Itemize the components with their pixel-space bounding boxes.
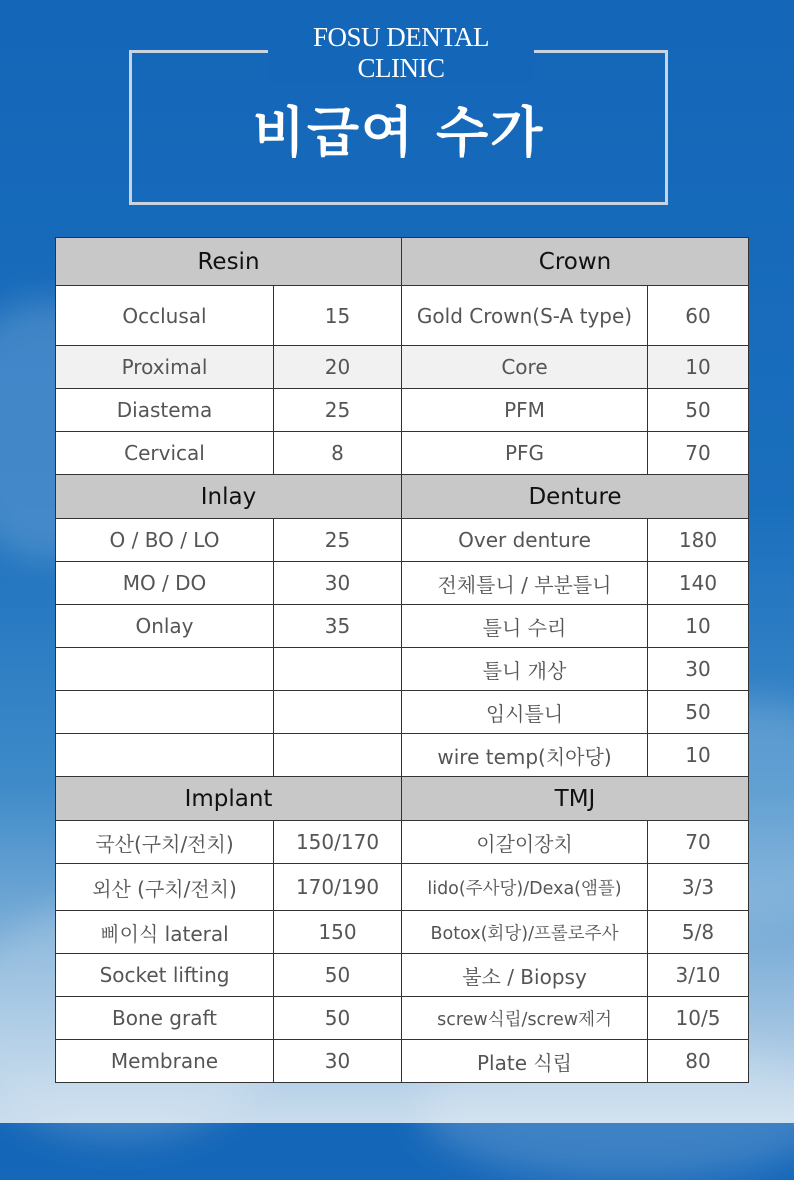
section-header-row (56, 475, 749, 519)
table-row (56, 864, 749, 911)
item-name: Core (402, 346, 648, 389)
item-name: MO / DO (56, 562, 274, 605)
item-price: 5/8 (648, 911, 749, 954)
item-name: 국산(구치/전치) (56, 821, 274, 864)
item-price: 150 (274, 911, 402, 954)
section-header-row (56, 238, 749, 286)
item-price: 150/170 (274, 821, 402, 864)
empty-cell (274, 691, 402, 734)
item-name: 삐이식 lateral (56, 911, 274, 954)
item-name: Bone graft (56, 997, 274, 1040)
item-name: Gold Crown(S-A type) (402, 286, 648, 346)
item-price: 25 (274, 389, 402, 432)
table-row (56, 734, 749, 777)
item-price: 10 (648, 734, 749, 777)
item-name: wire temp(치아당) (402, 734, 648, 777)
item-name: screw식립/screw제거 (402, 997, 648, 1040)
table-row (56, 346, 749, 389)
table-row (56, 648, 749, 691)
item-price: 10/5 (648, 997, 749, 1040)
table-row (56, 691, 749, 734)
item-name: O / BO / LO (56, 519, 274, 562)
item-name: 틀니 개상 (402, 648, 648, 691)
item-price: 170/190 (274, 864, 402, 911)
item-price: 30 (648, 648, 749, 691)
empty-cell (274, 648, 402, 691)
item-price: 50 (648, 389, 749, 432)
item-price: 60 (648, 286, 749, 346)
table-row (56, 605, 749, 648)
item-name: 이갈이장치 (402, 821, 648, 864)
item-price: 15 (274, 286, 402, 346)
table-row (56, 954, 749, 997)
item-name: Diastema (56, 389, 274, 432)
item-price: 25 (274, 519, 402, 562)
item-name: Over denture (402, 519, 648, 562)
table-row (56, 519, 749, 562)
item-price: 20 (274, 346, 402, 389)
item-name: Occlusal (56, 286, 274, 346)
item-name: PFM (402, 389, 648, 432)
empty-cell (274, 734, 402, 777)
item-price: 30 (274, 562, 402, 605)
item-price: 8 (274, 432, 402, 475)
empty-cell (56, 648, 274, 691)
item-name: lido(주사당)/Dexa(앰플) (402, 864, 648, 911)
table-row (56, 286, 749, 346)
price-table (55, 237, 749, 1083)
section-title-denture: Denture (402, 475, 749, 519)
section-title-resin: Resin (56, 238, 402, 286)
page-title: 비급여 수가 (252, 101, 545, 164)
item-price: 10 (648, 605, 749, 648)
empty-cell (56, 734, 274, 777)
item-price: 30 (274, 1040, 402, 1083)
table-row (56, 389, 749, 432)
table-row (56, 432, 749, 475)
item-name: 불소 / Biopsy (402, 954, 648, 997)
section-title-crown: Crown (402, 238, 749, 286)
item-name: 틀니 수리 (402, 605, 648, 648)
item-name: Botox(회당)/프롤로주사 (402, 911, 648, 954)
item-name: Proximal (56, 346, 274, 389)
item-price: 50 (648, 691, 749, 734)
table-row (56, 821, 749, 864)
section-title-inlay: Inlay (56, 475, 402, 519)
item-price: 35 (274, 605, 402, 648)
empty-cell (56, 691, 274, 734)
item-name: 전체틀니 / 부분틀니 (402, 562, 648, 605)
item-price: 50 (274, 954, 402, 997)
item-price: 180 (648, 519, 749, 562)
table-row (56, 997, 749, 1040)
section-title-tmj: TMJ (402, 777, 749, 821)
item-price: 3/3 (648, 864, 749, 911)
item-price: 80 (648, 1040, 749, 1083)
item-name: Membrane (56, 1040, 274, 1083)
clinic-name: FOSU DENTAL CLINIC (268, 22, 534, 84)
item-price: 3/10 (648, 954, 749, 997)
item-name: 임시틀니 (402, 691, 648, 734)
item-name: Onlay (56, 605, 274, 648)
item-name: Socket lifting (56, 954, 274, 997)
item-name: Plate 식립 (402, 1040, 648, 1083)
item-name: 외산 (구치/전치) (56, 864, 274, 911)
item-name: Cervical (56, 432, 274, 475)
item-price: 140 (648, 562, 749, 605)
table-row (56, 1040, 749, 1083)
item-price: 70 (648, 821, 749, 864)
section-title-implant: Implant (56, 777, 402, 821)
table-row (56, 911, 749, 954)
item-price: 10 (648, 346, 749, 389)
item-price: 50 (274, 997, 402, 1040)
table-row (56, 562, 749, 605)
item-price: 70 (648, 432, 749, 475)
item-name: PFG (402, 432, 648, 475)
section-header-row (56, 777, 749, 821)
